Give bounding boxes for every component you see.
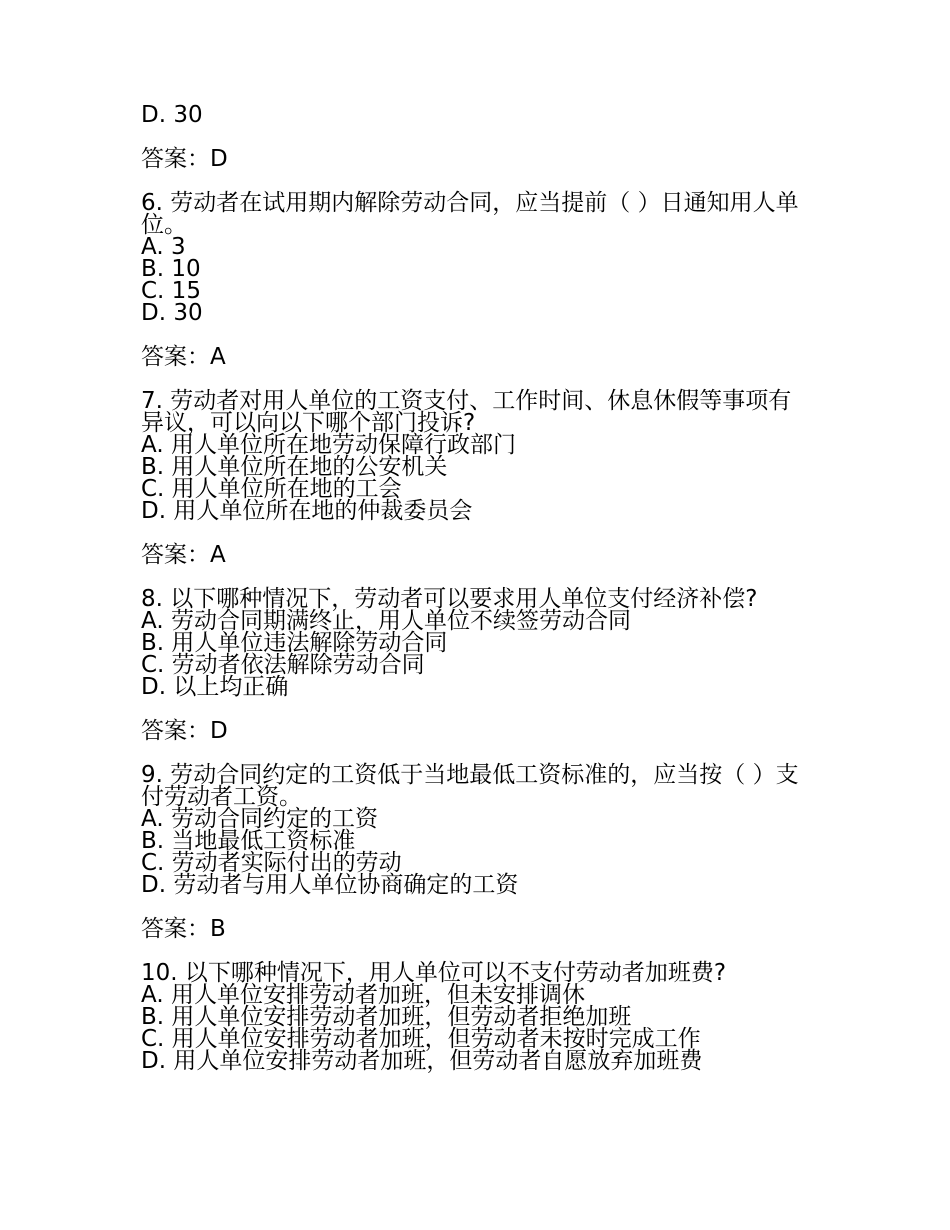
- option-b: B. 用人单位违法解除劳动合同: [141, 630, 448, 656]
- question-10: [141, 962, 821, 1072]
- option-a: A. 3: [141, 234, 186, 260]
- option-b: B. 10: [141, 256, 201, 282]
- option-a: A. 劳动合同期满终止，用人单位不续签劳动合同: [141, 608, 631, 634]
- option-c: C. 劳动者依法解除劳动合同: [141, 652, 425, 678]
- option-d: D. 30: [141, 300, 203, 326]
- question-text: 8. 以下哪种情况下，劳动者可以要求用人单位支付经济补偿?: [141, 586, 758, 612]
- option-d: D. 用人单位安排劳动者加班，但劳动者自愿放弃加班费: [141, 1048, 703, 1074]
- question-text: 6. 劳动者在试用期内解除劳动合同，应当提前（ ）日通知用人单位。: [141, 190, 799, 238]
- answer-text: 答案：A: [141, 542, 226, 568]
- answer-text: 答案：B: [141, 916, 226, 942]
- option-a: A. 用人单位所在地劳动保障行政部门: [141, 432, 516, 458]
- option-d: D. 劳动者与用人单位协商确定的工资: [141, 872, 519, 898]
- question-7: [141, 390, 821, 566]
- question-text: 10. 以下哪种情况下，用人单位可以不支付劳动者加班费?: [141, 960, 727, 986]
- option-c: C. 用人单位安排劳动者加班，但劳动者未按时完成工作: [141, 1026, 701, 1052]
- question-6: [141, 192, 821, 368]
- option-b: B. 用人单位安排劳动者加班，但劳动者拒绝加班: [141, 1004, 632, 1030]
- option-c: C. 15: [141, 278, 201, 304]
- question-text: 9. 劳动合同约定的工资低于当地最低工资标准的，应当按（ ）支付劳动者工资。: [141, 762, 799, 810]
- question-8: [141, 588, 821, 742]
- option-d: D. 以上均正确: [141, 674, 289, 700]
- option-b: B. 用人单位所在地的公安机关: [141, 454, 448, 480]
- option-c: C. 用人单位所在地的工会: [141, 476, 402, 502]
- carryover-block: [141, 104, 821, 170]
- option-d: D. 用人单位所在地的仲裁委员会: [141, 498, 473, 524]
- document-page: [141, 104, 821, 1094]
- option-a: A. 劳动合同约定的工资: [141, 806, 378, 832]
- question-9: [141, 764, 821, 940]
- answer-text: 答案：D: [141, 146, 228, 172]
- option-a: A. 用人单位安排劳动者加班，但未安排调休: [141, 982, 585, 1008]
- answer-text: 答案：A: [141, 344, 226, 370]
- answer-text: 答案：D: [141, 718, 228, 744]
- option-d: D. 30: [141, 102, 203, 128]
- option-b: B. 当地最低工资标准: [141, 828, 356, 854]
- option-c: C. 劳动者实际付出的劳动: [141, 850, 402, 876]
- question-text: 7. 劳动者对用人单位的工资支付、工作时间、休息休假等事项有异议，可以向以下哪个部门投诉?: [141, 388, 792, 436]
